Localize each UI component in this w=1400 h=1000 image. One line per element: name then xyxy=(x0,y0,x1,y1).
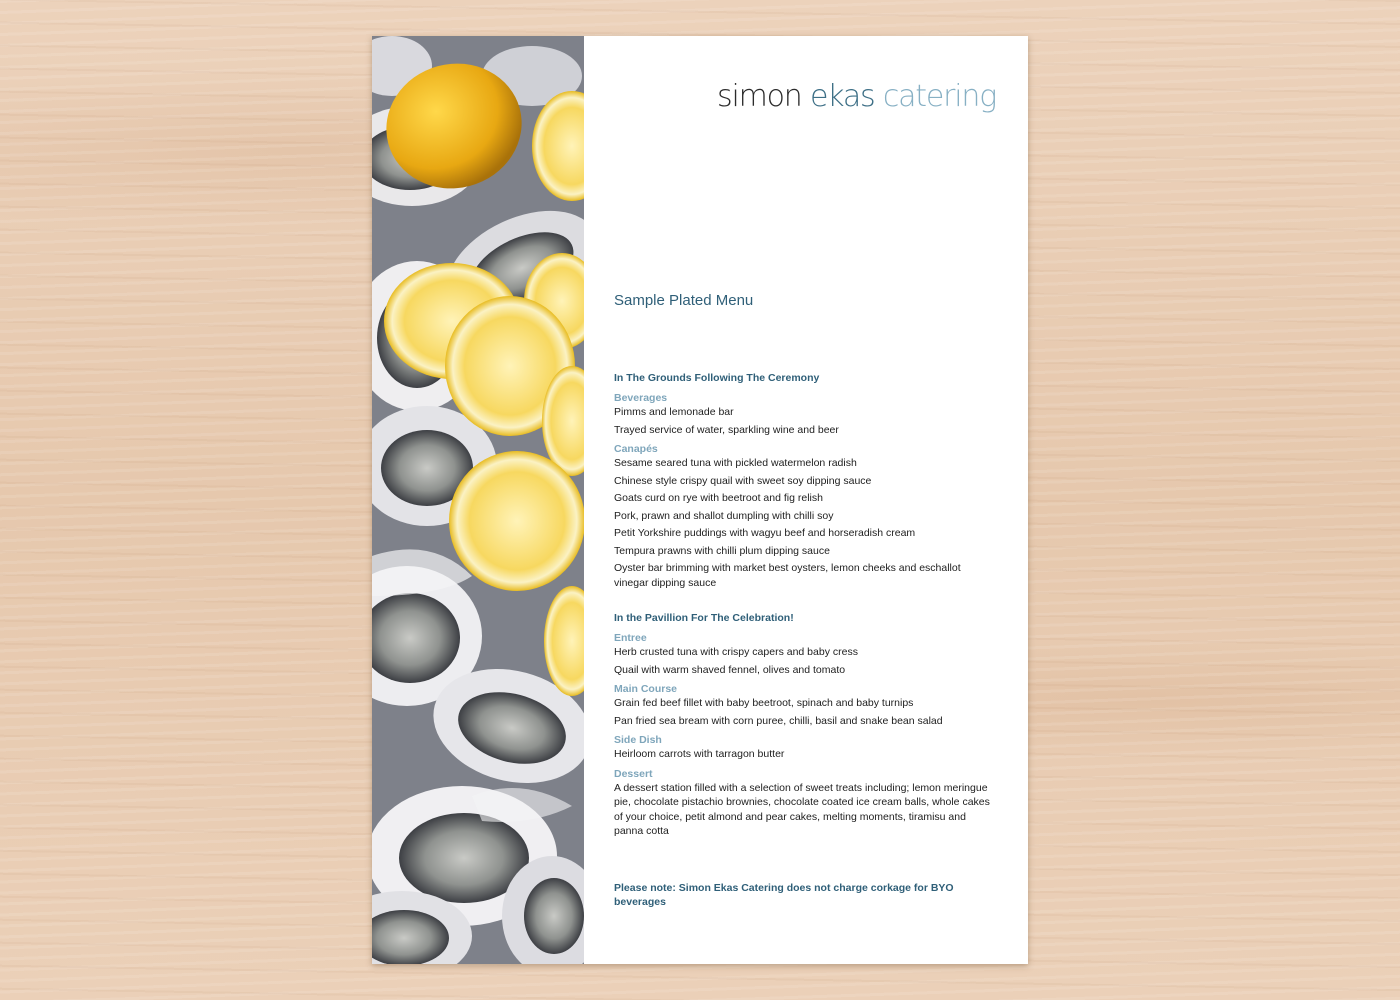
menu-item: Goats curd on rye with beetroot and fig relish xyxy=(614,492,823,504)
menu-item: Trayed service of water, sparkling wine and beer xyxy=(614,423,839,436)
menu-item: Sesame seared tuna with pickled watermelon radish xyxy=(614,457,857,469)
section-heading-beverages: Beverages xyxy=(614,392,668,404)
menu-part-pavillion xyxy=(614,611,996,839)
section-heading-main-course: Main Course xyxy=(614,683,678,695)
menu-item: Tempura prawns with chilli plum dipping sauce xyxy=(614,544,830,557)
menu-item: Quail with warm shaved fennel, olives and tomato xyxy=(614,663,846,676)
menu-title: Sample Plated Menu xyxy=(614,292,754,309)
menu-item: Chinese style crispy quail with sweet soy dipping sauce xyxy=(614,474,872,487)
section-heading-canapes: Canapés xyxy=(614,443,658,455)
part-title: In the Pavillion For The Celebration! xyxy=(614,612,794,624)
section-heading-dessert: Dessert xyxy=(614,767,653,780)
menu-item: A dessert station filled with a selection of sweet treats including; lemon meringue pie, chocolate pistachio brownies, chocolate coated ice cream balls, whole cakes of your choice, petit almond and pear cakes, melting moments, tiramisu and panna cotta xyxy=(614,781,990,837)
menu-item: Pan fried sea bream with corn puree, chilli, basil and snake bean salad xyxy=(614,714,943,727)
oysters-lemons-photo xyxy=(372,36,584,964)
logo-word-catering: catering xyxy=(882,79,996,114)
menu-item: Pimms and lemonade bar xyxy=(614,406,734,418)
menu-content xyxy=(614,36,996,964)
menu-item: Heirloom carrots with tarragon butter xyxy=(614,748,785,760)
menu-card xyxy=(372,36,1028,964)
menu-item: Petit Yorkshire puddings with wagyu beef and horseradish cream xyxy=(614,527,916,539)
menu-item: Oyster bar brimming with market best oysters, lemon cheeks and eschallot vinegar dipping sauce xyxy=(614,562,961,589)
menu-item: Grain fed beef fillet with baby beetroot, spinach and baby turnips xyxy=(614,697,914,709)
section-heading-entree: Entree xyxy=(614,632,647,644)
part-title: In The Grounds Following The Ceremony xyxy=(614,372,820,384)
logo-word-ekas: ekas xyxy=(809,79,875,114)
menu-item: Herb crusted tuna with crispy capers and baby cress xyxy=(614,646,858,658)
menu-body xyxy=(614,371,996,842)
logo-word-simon: simon xyxy=(717,79,802,114)
brand-logo xyxy=(717,79,996,114)
section-heading-side-dish: Side Dish xyxy=(614,734,662,746)
menu-part-grounds xyxy=(614,371,996,590)
corkage-note: Please note: Simon Ekas Catering does not charge corkage for BYO beverages xyxy=(614,882,954,908)
menu-item: Pork, prawn and shallot dumpling with chilli soy xyxy=(614,509,834,522)
